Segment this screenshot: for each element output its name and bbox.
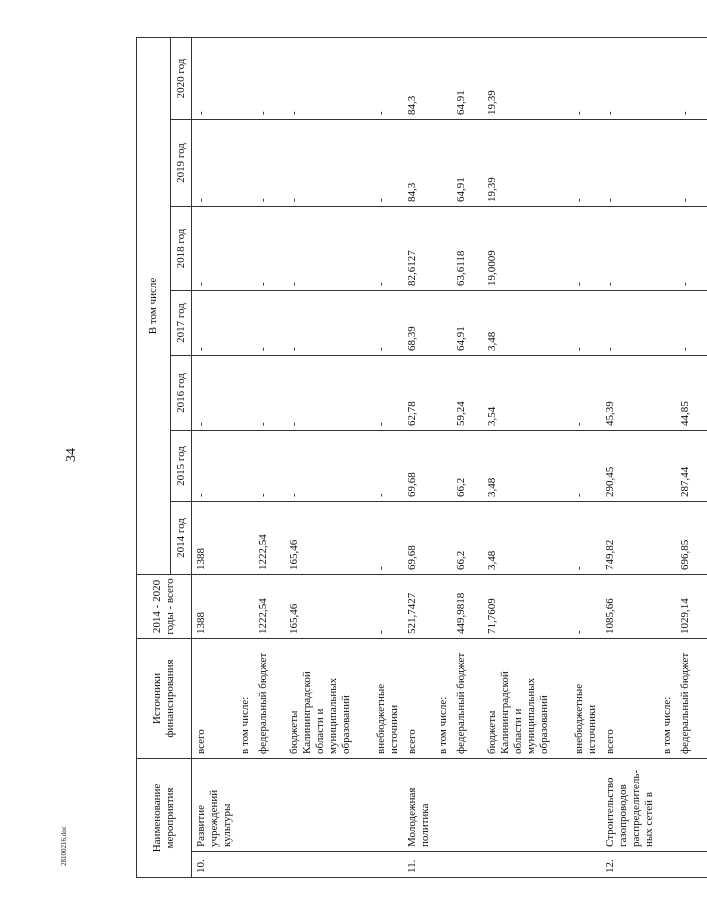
table-row — [483, 38, 570, 878]
header-including: В том числе — [137, 38, 171, 575]
header-year-2014: 2014 год — [171, 502, 192, 575]
value-year-2020: - — [254, 38, 285, 120]
funding-source: федеральный бюджет — [452, 639, 483, 759]
value-year-2014 — [434, 502, 452, 575]
value-year-2015: 3,48 — [483, 431, 570, 502]
value-year-2020 — [658, 38, 676, 120]
value-year-2015: 66,2 — [452, 431, 483, 502]
table-body — [192, 38, 707, 878]
header-total-2014-2020: 2014 - 2020 годы - всего — [137, 575, 192, 639]
value-total — [434, 575, 452, 639]
row-number — [483, 852, 570, 878]
value-year-2019 — [236, 120, 254, 207]
value-year-2018: - — [570, 207, 601, 291]
value-year-2016: - — [570, 356, 601, 431]
value-year-2017: - — [601, 291, 658, 356]
value-year-2018: 82,6127 — [403, 207, 434, 291]
value-total: 1388 — [192, 575, 237, 639]
value-year-2017 — [434, 291, 452, 356]
value-year-2017: - — [285, 291, 372, 356]
value-total: 449,9818 — [452, 575, 483, 639]
value-year-2016: - — [372, 356, 403, 431]
funding-source: в том числе: — [658, 639, 676, 759]
value-year-2018: - — [372, 207, 403, 291]
value-year-2014: 749,82 — [601, 502, 658, 575]
value-year-2015: - — [570, 431, 601, 502]
row-number — [570, 852, 601, 878]
value-year-2019 — [658, 120, 676, 207]
event-name — [570, 759, 601, 852]
event-name — [658, 759, 676, 852]
value-year-2020: - — [192, 38, 237, 120]
footer-doc-code: 28100216.doc — [60, 826, 68, 866]
value-year-2020: 64,91 — [452, 38, 483, 120]
event-name — [483, 759, 570, 852]
value-year-2014: - — [372, 502, 403, 575]
row-number — [236, 852, 254, 878]
value-year-2015: - — [192, 431, 237, 502]
value-year-2016: 44,85 — [676, 356, 707, 431]
value-year-2016 — [658, 356, 676, 431]
value-total — [658, 575, 676, 639]
value-year-2020: - — [570, 38, 601, 120]
value-total: 1029,14 — [676, 575, 707, 639]
value-year-2015: 287,44 — [676, 431, 707, 502]
value-year-2019: 19,39 — [483, 120, 570, 207]
value-year-2016: - — [192, 356, 237, 431]
table-row — [676, 38, 707, 878]
value-year-2016: 45,39 — [601, 356, 658, 431]
value-total: 71,7609 — [483, 575, 570, 639]
funding-source: всего — [403, 639, 434, 759]
table-row — [285, 38, 372, 878]
event-name: Развитие учреждений культуры — [192, 759, 237, 852]
header-year-2015: 2015 год — [171, 431, 192, 502]
header-year-2019: 2019 год — [171, 120, 192, 207]
value-year-2017 — [658, 291, 676, 356]
value-year-2019: - — [570, 120, 601, 207]
funding-source: внебюджетные источники — [372, 639, 403, 759]
table-row — [192, 38, 237, 878]
value-year-2016 — [236, 356, 254, 431]
event-name: Молодежная политика — [403, 759, 434, 852]
value-year-2018: 19,0009 — [483, 207, 570, 291]
table-row — [236, 38, 254, 878]
row-number — [676, 852, 707, 878]
event-name — [236, 759, 254, 852]
value-year-2020 — [236, 38, 254, 120]
value-year-2017: - — [676, 291, 707, 356]
table-row — [658, 38, 676, 878]
value-year-2015: - — [285, 431, 372, 502]
value-year-2017: 68,39 — [403, 291, 434, 356]
table-row — [601, 38, 658, 878]
value-year-2014: 66,2 — [452, 502, 483, 575]
value-year-2018 — [658, 207, 676, 291]
value-year-2014: 165,46 — [285, 502, 372, 575]
value-year-2016: - — [254, 356, 285, 431]
value-year-2019: - — [254, 120, 285, 207]
value-year-2018: - — [285, 207, 372, 291]
funding-source: в том числе: — [434, 639, 452, 759]
value-year-2015 — [236, 431, 254, 502]
value-year-2019: 64,91 — [452, 120, 483, 207]
value-year-2014: 696,85 — [676, 502, 707, 575]
value-year-2020: - — [285, 38, 372, 120]
value-year-2014: 3,48 — [483, 502, 570, 575]
value-year-2015: 290,45 — [601, 431, 658, 502]
value-year-2019 — [434, 120, 452, 207]
value-year-2018: - — [192, 207, 237, 291]
financing-table — [136, 37, 707, 878]
value-year-2020: - — [601, 38, 658, 120]
value-year-2019: - — [372, 120, 403, 207]
table-row — [452, 38, 483, 878]
value-year-2017: - — [192, 291, 237, 356]
value-year-2020: - — [676, 38, 707, 120]
value-year-2016: 62,78 — [403, 356, 434, 431]
value-year-2018 — [434, 207, 452, 291]
value-total — [236, 575, 254, 639]
row-number — [254, 852, 285, 878]
funding-source: федеральный бюджет — [676, 639, 707, 759]
funding-source: внебюджетные источники — [570, 639, 601, 759]
value-year-2016: 59,24 — [452, 356, 483, 431]
header-year-2020: 2020 год — [171, 38, 192, 120]
value-year-2017: - — [372, 291, 403, 356]
value-year-2014: - — [570, 502, 601, 575]
table-row — [372, 38, 403, 878]
value-total: 1085,66 — [601, 575, 658, 639]
value-year-2018: - — [601, 207, 658, 291]
event-name — [372, 759, 403, 852]
event-name — [452, 759, 483, 852]
row-number — [285, 852, 372, 878]
page-number: 34 — [64, 448, 79, 462]
header-funding-source: Источники финансирования — [137, 639, 192, 759]
value-year-2017: 64,91 — [452, 291, 483, 356]
event-name — [285, 759, 372, 852]
value-year-2015 — [658, 431, 676, 502]
header-year-2018: 2018 год — [171, 207, 192, 291]
value-year-2014: 1388 — [192, 502, 237, 575]
value-year-2020: 84,3 — [403, 38, 434, 120]
table-row — [254, 38, 285, 878]
value-year-2019: 84,3 — [403, 120, 434, 207]
value-year-2014: 1222,54 — [254, 502, 285, 575]
value-year-2015: - — [372, 431, 403, 502]
value-year-2017: - — [570, 291, 601, 356]
value-year-2014: 69,68 — [403, 502, 434, 575]
value-total: 1222,54 — [254, 575, 285, 639]
row-number — [452, 852, 483, 878]
event-name: Строительство газопроводов распределитель-ных сетей в — [601, 759, 658, 852]
table-row — [434, 38, 452, 878]
value-year-2019: - — [676, 120, 707, 207]
row-number: 12. — [601, 852, 658, 878]
value-year-2020: - — [372, 38, 403, 120]
funding-source: бюджеты Калининградской области и муниципальных образований — [483, 639, 570, 759]
event-name — [676, 759, 707, 852]
row-number: 10. — [192, 852, 237, 878]
value-year-2018: - — [254, 207, 285, 291]
row-number — [658, 852, 676, 878]
value-year-2018 — [236, 207, 254, 291]
financing-table-wrapper — [136, 38, 691, 878]
value-year-2019: - — [285, 120, 372, 207]
value-year-2017: 3,48 — [483, 291, 570, 356]
funding-source: федеральный бюджет — [254, 639, 285, 759]
table-row — [570, 38, 601, 878]
value-year-2015 — [434, 431, 452, 502]
value-year-2015: - — [254, 431, 285, 502]
value-year-2016: 3,54 — [483, 356, 570, 431]
value-total: 521,7427 — [403, 575, 434, 639]
funding-source: всего — [601, 639, 658, 759]
header-event-name: Наименование мероприятия — [137, 759, 192, 878]
value-total: 165,46 — [285, 575, 372, 639]
value-year-2020: 19,39 — [483, 38, 570, 120]
header-year-2016: 2016 год — [171, 356, 192, 431]
value-year-2014 — [236, 502, 254, 575]
value-year-2020 — [434, 38, 452, 120]
value-total: - — [372, 575, 403, 639]
row-number — [434, 852, 452, 878]
funding-source: в том числе: — [236, 639, 254, 759]
row-number: 11. — [403, 852, 434, 878]
value-year-2016: - — [285, 356, 372, 431]
event-name — [254, 759, 285, 852]
value-year-2015: 69,68 — [403, 431, 434, 502]
row-number — [372, 852, 403, 878]
value-year-2014 — [658, 502, 676, 575]
funding-source: бюджеты Калининградской области и муниципальных образований — [285, 639, 372, 759]
value-year-2019: - — [192, 120, 237, 207]
value-year-2017 — [236, 291, 254, 356]
value-year-2016 — [434, 356, 452, 431]
table-row — [403, 38, 434, 878]
value-year-2018: 63,6118 — [452, 207, 483, 291]
value-year-2017: - — [254, 291, 285, 356]
value-total: - — [570, 575, 601, 639]
value-year-2018: - — [676, 207, 707, 291]
value-year-2019: - — [601, 120, 658, 207]
event-name — [434, 759, 452, 852]
funding-source: всего — [192, 639, 237, 759]
header-year-2017: 2017 год — [171, 291, 192, 356]
